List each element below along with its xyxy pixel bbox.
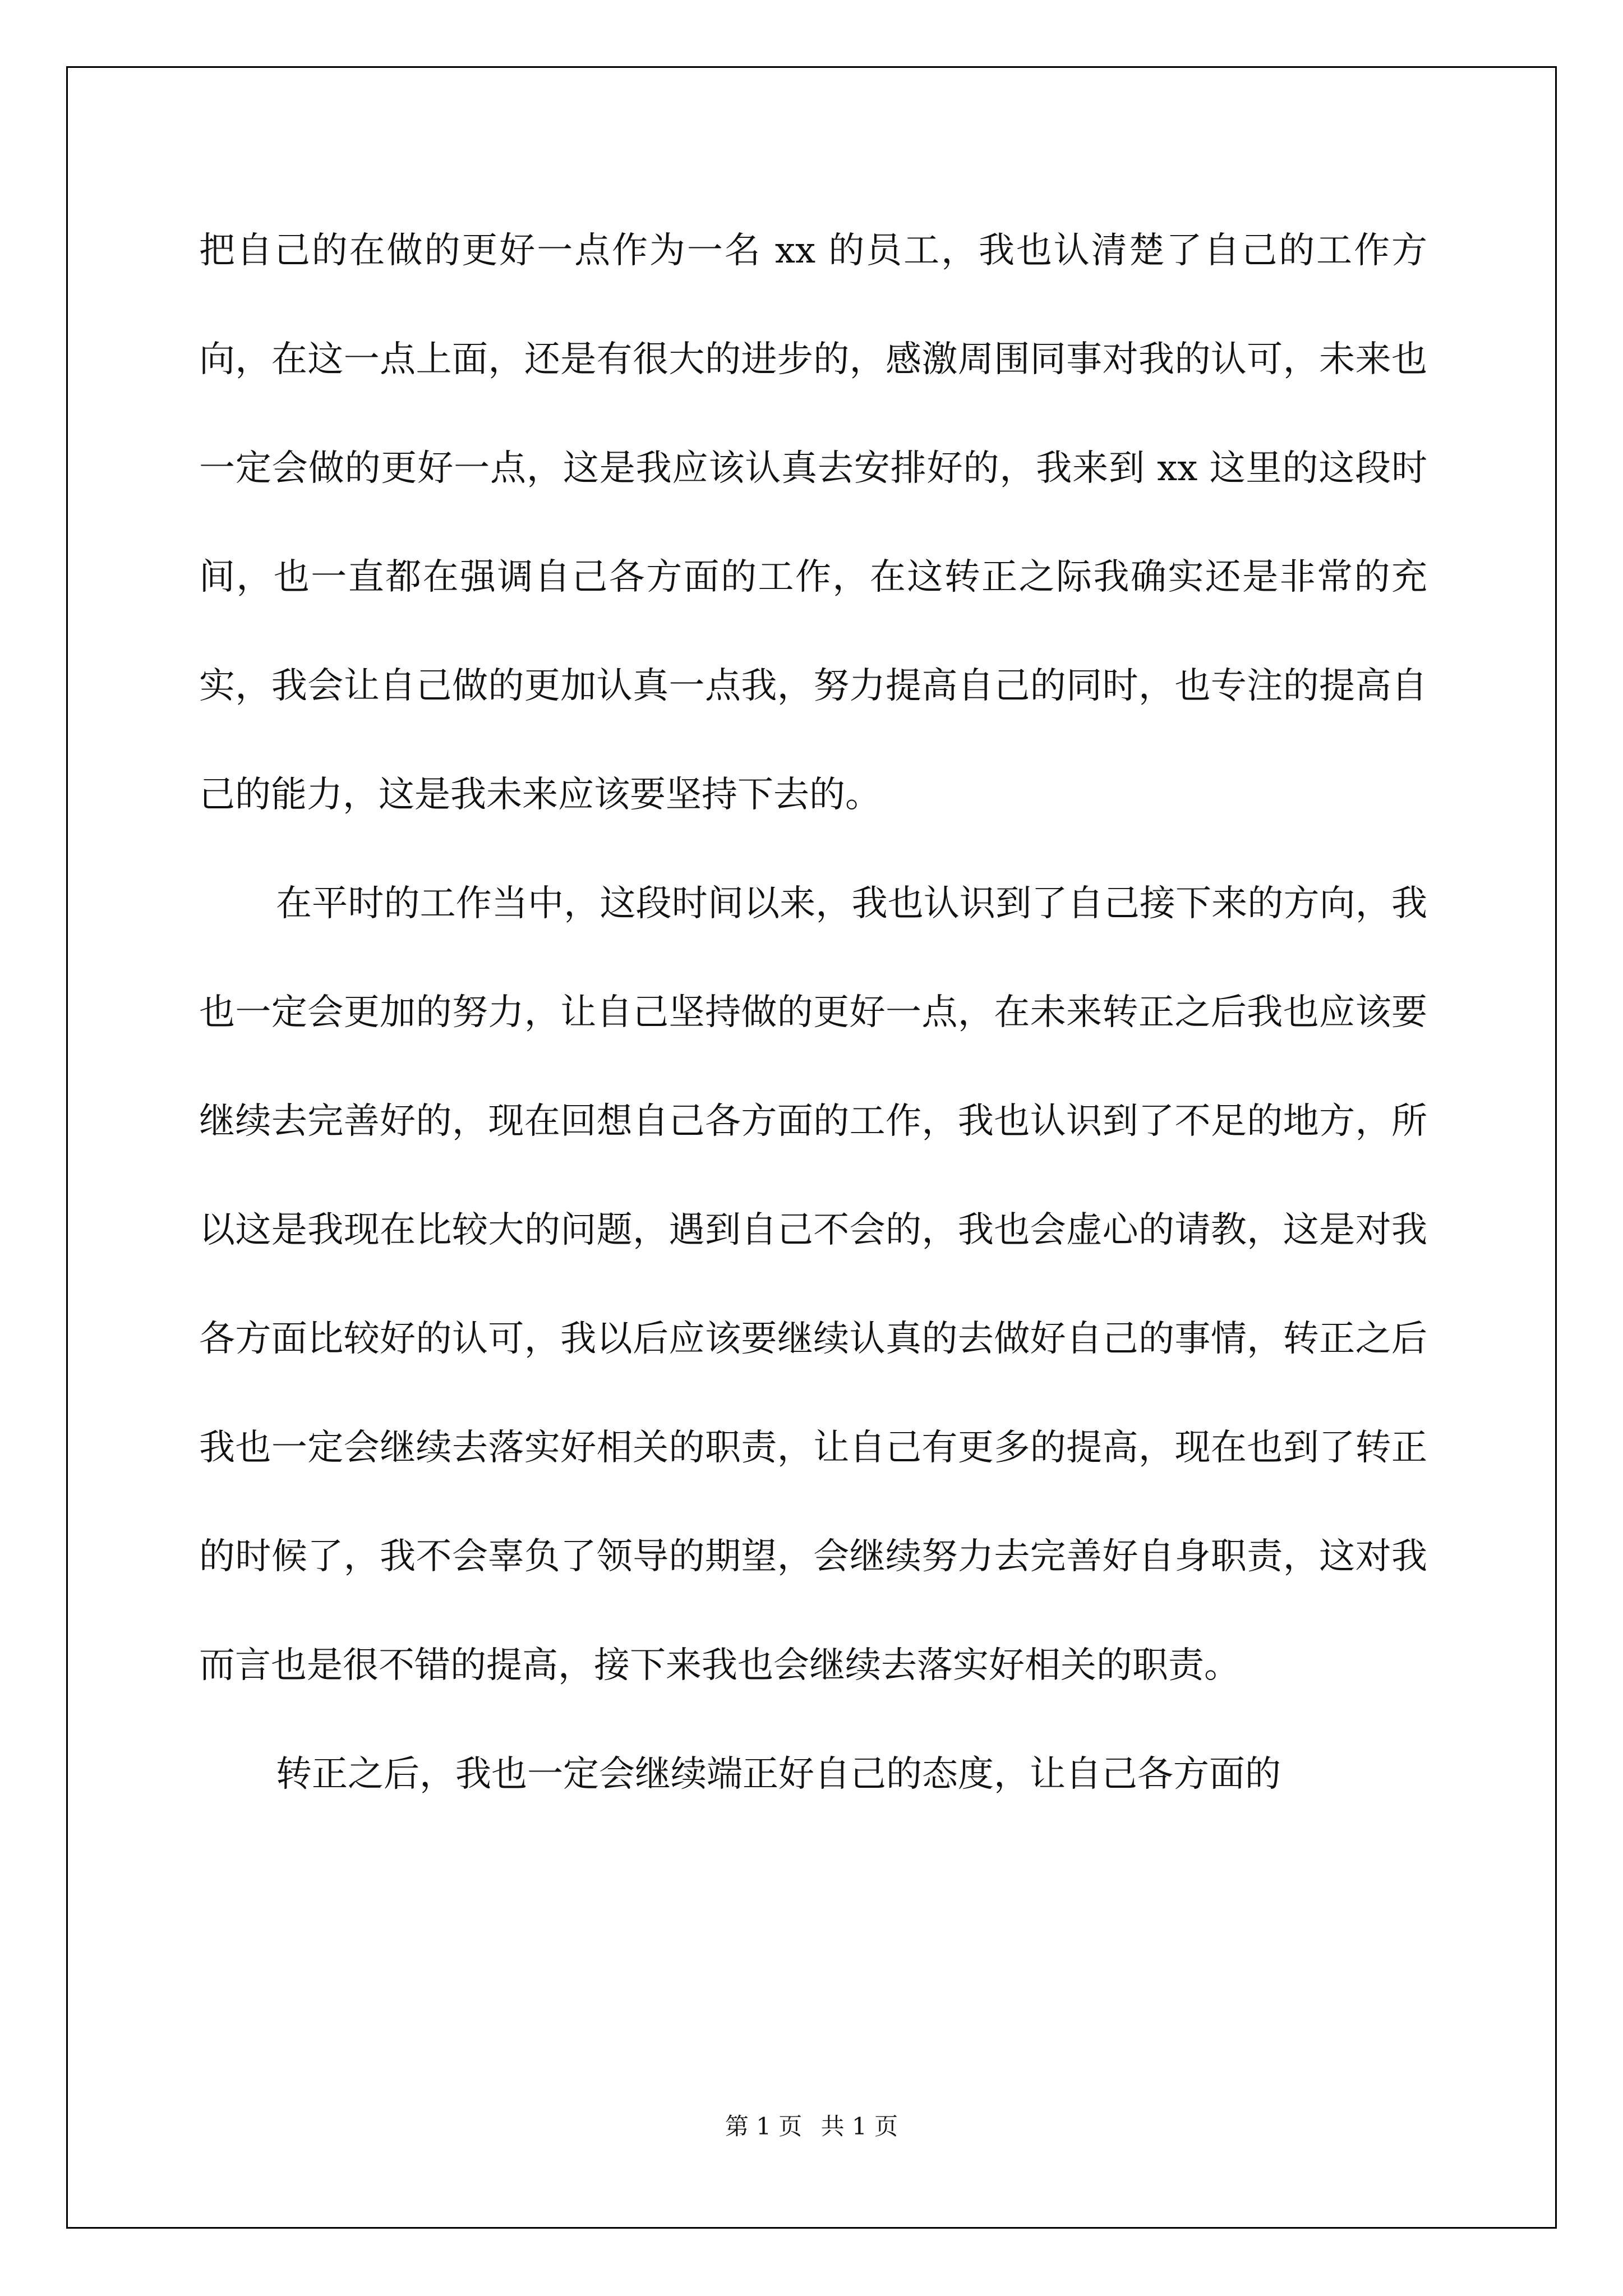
page-number: 第 1 页 [725, 2113, 803, 2140]
paragraph-3: 转正之后，我也一定会继续端正好自己的态度，让自己各方面的 [276, 1754, 1281, 1795]
document-body [199, 196, 1427, 1829]
paragraph-2: 在平时的工作当中，这段时间以来，我也认识到了自己接下来的方向，我也一定会更加的努力，让自己坚持做的更好一点，在未来转正之后我也应该要继续去完善好的，现在回想自己各方面的工作，我也认识到了不足的地方，所以这是我现在比较大的问题，遇到自己不会的，我也会虚心的请教，这是对我各方面比较好的认可，我以后应该要继续认真的去做好自己的事情，转正之后我也一定会继续去落实好相关的职责，让自己有更多的提高，现在也到了转正的时候了，我不会辜负了领导的期望，会继续努力去完善好自身职责，这对我而言也是很不错的提高，接下来我也会继续去落实好相关的职责。 [199, 883, 1427, 1686]
paragraph-1: 把自己的在做的更好一点作为一名 xx 的员工，我也认清楚了自己的工作方向，在这一点上面，还是有很大的进步的，感激周围同事对我的认可，未来也一定会做的更好一点，这是我应该认真去安排好的，我来到 xx 这里的这段时间，也一直都在强调自己各方面的工作，在这转正之际我确实还是非常的充实，我会让自己做的更加认真一点我，努力提高自己的同时，也专注的提高自己的能力，这是我未来应该要坚持下去的。 [199, 230, 1427, 816]
page-total: 共 1 页 [820, 2113, 898, 2140]
page-footer [0, 2108, 1623, 2142]
